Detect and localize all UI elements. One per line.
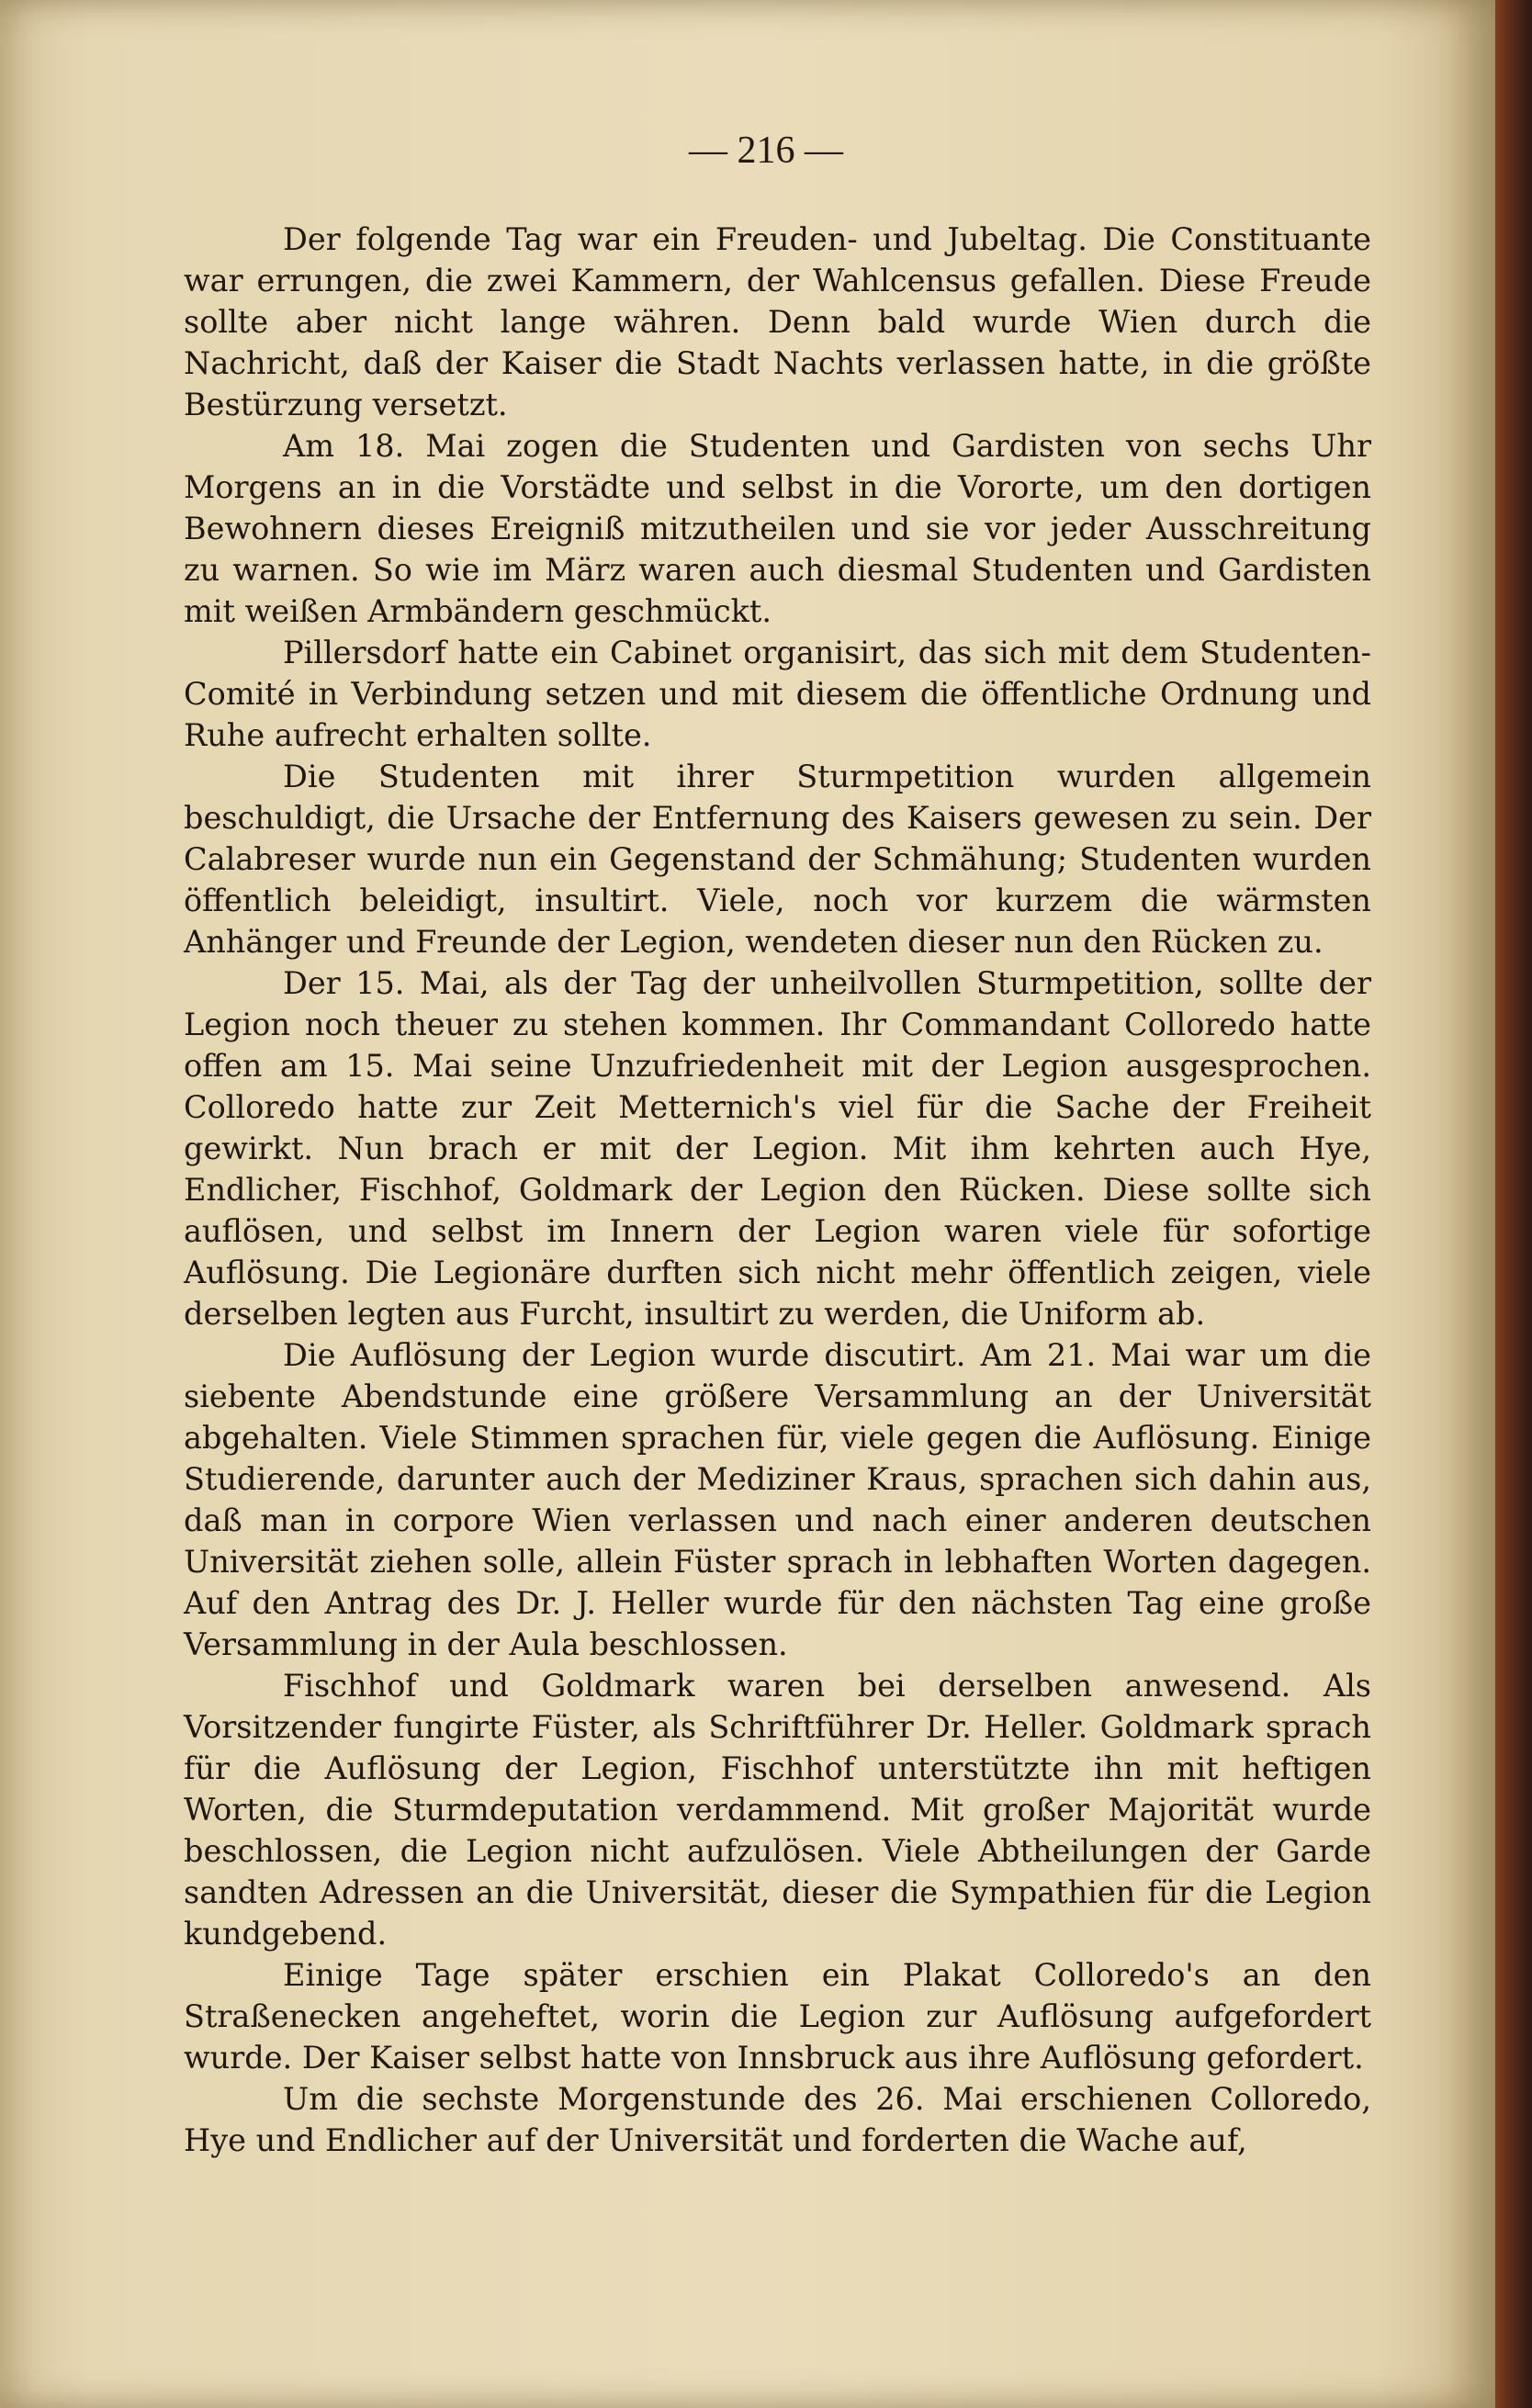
book-binding-edge xyxy=(1495,0,1532,2408)
paragraph: Die Auflösung der Legion wurde discutirt. Am 21. Mai war um die siebente Abendstunde eine größere Versammlung an der Universität abgehalten. Viele Stimmen sprachen für, viele gegen die Auflösung. Einige Studierende, darunter auch der Mediziner Kraus, sprachen sich dahin aus, daß man in corpore Wien verlassen und nach einer anderen deutschen Universität ziehen solle, allein Füster sprach in lebhaften Worten dagegen. Auf den Antrag des Dr. J. Heller wurde für den nächsten Tag eine große Versammlung in der Aula beschlossen. xyxy=(184,1337,1371,1662)
paragraph: Pillersdorf hatte ein Cabinet organisirt, das sich mit dem Studenten-Comité in Verbindung setzen und mit diesem die öffentliche Ordnung und Ruhe aufrecht erhalten sollte. xyxy=(184,635,1371,753)
paragraph: Einige Tage später erschien ein Plakat Colloredo's an den Straßenecken angeheftet, worin die Legion zur Auflösung aufgefordert wurde. Der Kaiser selbst hatte von Innsbruck aus ihre Auflösung gefordert. xyxy=(184,1957,1371,2076)
body-text xyxy=(184,219,1371,2161)
paragraph: Der folgende Tag war ein Freuden- und Jubeltag. Die Constituante war errungen, die zwei Kammern, der Wahlcensus gefallen. Diese Freude sollte aber nicht lange währen. Denn bald wurde Wien durch die Nachricht, daß der Kaiser die Stadt Nachts verlassen hatte, in die größte Bestürzung versetzt. xyxy=(184,221,1371,422)
paragraph: Fischhof und Goldmark waren bei derselben anwesend. Als Vorsitzender fungirte Füster, als Schriftführer Dr. Heller. Goldmark sprach für die Auflösung der Legion, Fischhof unterstützte ihn mit heftigen Worten, die Sturmdeputation verdammend. Mit großer Majorität wurde beschlossen, die Legion nicht aufzulösen. Viele Abtheilungen der Garde sandten Adressen an die Universität, dieser die Sympathien für die Legion kundgebend. xyxy=(184,1668,1371,1952)
paragraph: Um die sechste Morgenstunde des 26. Mai erschienen Colloredo, Hye und Endlicher auf der Universität und forderten die Wache auf, xyxy=(184,2081,1371,2158)
paragraph: Der 15. Mai, als der Tag der unheilvollen Sturmpetition, sollte der Legion noch theuer zu stehen kommen. Ihr Commandant Colloredo hatte offen am 15. Mai seine Unzufriedenheit mit der Legion ausgesprochen. Colloredo hatte zur Zeit Metternich's viel für die Sache der Freiheit gewirkt. Nun brach er mit der Legion. Mit ihm kehrten auch Hye, Endlicher, Fischhof, Goldmark der Legion den Rücken. Diese sollte sich auflösen, und selbst im Innern der Legion waren viele für sofortige Auflösung. Die Legionäre durften sich nicht mehr öffentlich zeigen, viele derselben legten aus Furcht, insultirt zu werden, die Uniform ab. xyxy=(184,965,1371,1332)
paragraph: Am 18. Mai zogen die Studenten und Gardisten von sechs Uhr Morgens an in die Vorstädte und selbst in die Vororte, um den dortigen Bewohnern dieses Ereigniß mitzutheilen und sie vor jeder Ausschreitung zu warnen. So wie im März waren auch diesmal Studenten und Gardisten mit weißen Armbändern geschmückt. xyxy=(184,428,1371,629)
page-number: — 216 — xyxy=(689,129,843,172)
paragraph: Die Studenten mit ihrer Sturmpetition wurden allgemein beschuldigt, die Ursache der Entfernung des Kaisers gewesen zu sein. Der Calabreser wurde nun ein Gegenstand der Schmähung; Studenten wurden öffentlich beleidigt, insultirt. Viele, noch vor kurzem die wärmsten Anhänger und Freunde der Legion, wendeten dieser nun den Rücken zu. xyxy=(184,759,1371,960)
